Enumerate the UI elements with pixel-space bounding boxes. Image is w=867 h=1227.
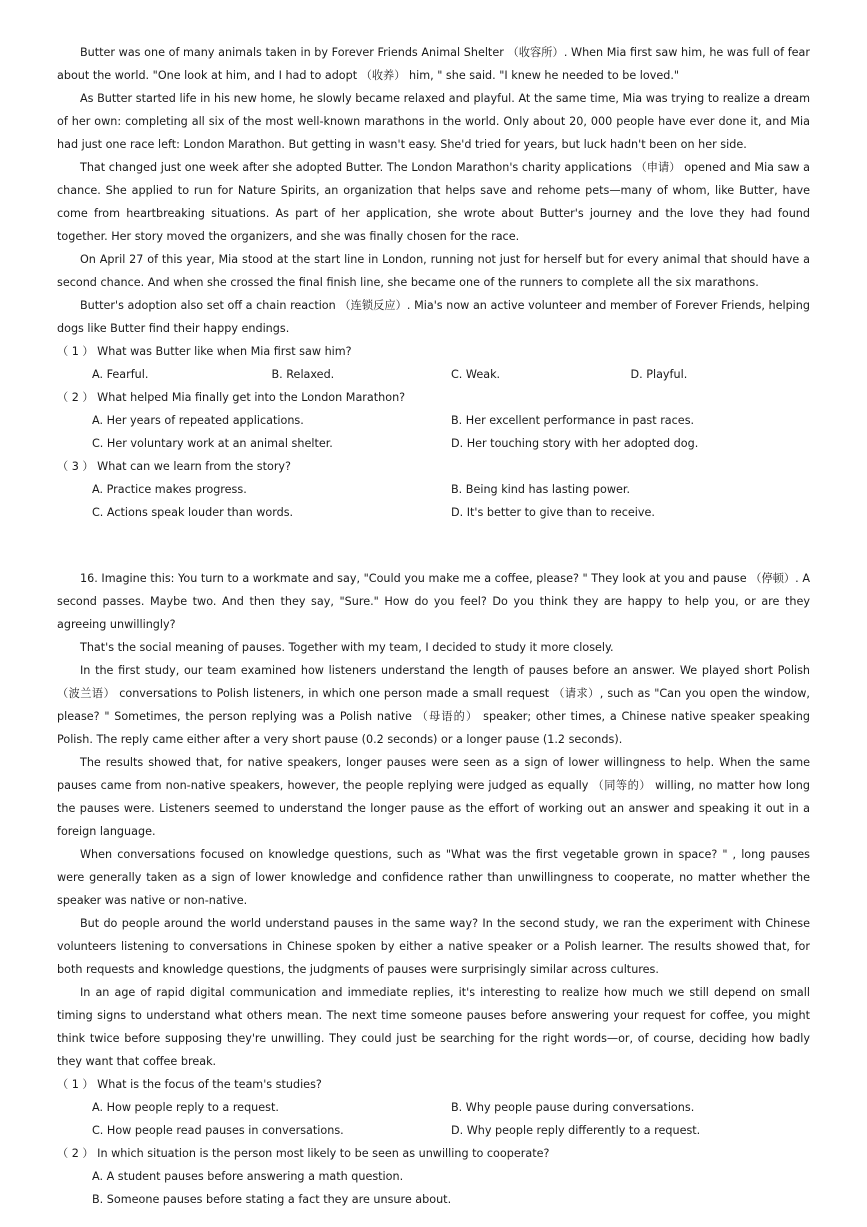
answer-options [92, 409, 810, 432]
answer-option: A. Her years of repeated applications. [92, 414, 304, 427]
answer-option: C. How people read pauses in conversations. [92, 1124, 344, 1137]
answer-options [92, 501, 810, 524]
answer-options [92, 1119, 810, 1142]
answer-option: A. Fearful. [92, 368, 149, 381]
answer-options [92, 432, 810, 455]
passage-paragraph: 16. Imagine this: You turn to a workmate and say, "Could you make me a coffee, please? " They look at you and pause （停顿）. A second passes. Maybe two. And then they say, "Sure." How do you feel? Do you think they are happy to help you, or are they agreeing unwillingly? [57, 572, 810, 631]
answer-option: C. Her voluntary work at an animal shelter. [92, 437, 333, 450]
passage-paragraph: Butter was one of many animals taken in by Forever Friends Animal Shelter （收容所）. When Mia first saw him, he was full of fear about the world. "One look at him, and I had to adopt （收养） him, " she said. "I knew he needed to be loved." [57, 46, 810, 82]
answer-option: A. How people reply to a request. [92, 1101, 279, 1114]
section-gap [57, 524, 810, 567]
answer-option: B. Being kind has lasting power. [451, 483, 631, 496]
answer-option: A. A student pauses before answering a math question. [92, 1170, 404, 1183]
answer-option: B. Why people pause during conversations. [451, 1101, 695, 1114]
answer-option: C. Weak. [451, 368, 501, 381]
answer-option: D. It's better to give than to receive. [451, 506, 655, 519]
answer-option: C. Actions speak louder than words. [92, 506, 294, 519]
answer-option: B. Someone pauses before stating a fact they are unsure about. [92, 1193, 452, 1206]
passage-paragraph: As Butter started life in his new home, he slowly became relaxed and playful. At the same time, Mia was trying to realize a dream of her own: completing all six of the most well-known marathons in the world. Only about 20, 000 people have ever done it, and Mia had just one race left: London Marathon. But getting in wasn't easy. She'd tried for years, but luck hadn't been on her side. [57, 92, 810, 151]
passage-paragraph: In an age of rapid digital communication and immediate replies, it's interesting to realize how much we still depend on small timing signs to understand what others mean. The next time someone pauses before answering your request for coffee, you might think twice before supposing they're unwilling. They could just be searching for the right words—or, of course, deciding how badly they want that coffee break. [57, 986, 810, 1068]
document-content [57, 41, 810, 1211]
passage-paragraph: In the first study, our team examined how listeners understand the length of pauses before an answer. We played short Polish （波兰语） conversations to Polish listeners, in which one person made a small request （请求）, such as "Can you open the window, please? " Sometimes, the person replying was a Polish native （母语的） speaker; other times, a Chinese native speaker speaking Polish. The reply came either after a very short pause (0.2 seconds) or a longer pause (1.2 seconds). [57, 664, 810, 746]
answer-options [92, 478, 810, 501]
answer-options [92, 1096, 810, 1119]
question-stem: （ 3 ） What can we learn from the story? [57, 460, 291, 473]
answer-options [92, 363, 810, 386]
passage-paragraph: On April 27 of this year, Mia stood at the start line in London, running not just for herself but for every animal that should have a second chance. And when she crossed the final finish line, she became one of the runners to complete all the six marathons. [57, 253, 810, 289]
passage-paragraph: But do people around the world understand pauses in the same way? In the second study, we ran the experiment with Chinese volunteers listening to conversations in Chinese spoken by either a native speaker or a Polish learner. The results showed that, for both requests and knowledge questions, the judgments of pauses were surprisingly similar across cultures. [57, 917, 810, 976]
question-stem: （ 1 ） What was Butter like when Mia first saw him? [57, 345, 352, 358]
answer-option: B. Relaxed. [271, 368, 335, 381]
passage-paragraph: That changed just one week after she adopted Butter. The London Marathon's charity applications （申请） opened and Mia saw a chance. She applied to run for Nature Spirits, an organization that helps save and rehome pets—many of whom, like Butter, have come from heartbreaking situations. As part of her application, she wrote about Butter's journey and the love they had found together. Her story moved the organizers, and she was finally chosen for the race. [57, 161, 810, 243]
answer-option: D. Her touching story with her adopted dog. [451, 437, 699, 450]
question-stem: （ 2 ） What helped Mia finally get into the London Marathon? [57, 391, 406, 404]
passage-paragraph: When conversations focused on knowledge questions, such as "What was the first vegetable grown in space? " , long pauses were generally taken as a sign of lower knowledge and confidence rather than unwillingness to cooperate, no matter whether the speaker was native or non-native. [57, 848, 810, 907]
question-stem: （ 2 ） In which situation is the person most likely to be seen as unwilling to cooperate? [57, 1147, 550, 1160]
question-stem: （ 1 ） What is the focus of the team's studies? [57, 1078, 322, 1091]
passage-paragraph: Butter's adoption also set off a chain reaction （连锁反应）. Mia's now an active volunteer and member of Forever Friends, helping dogs like Butter find their happy endings. [57, 299, 810, 335]
answer-option: D. Playful. [630, 368, 688, 381]
passage-paragraph: That's the social meaning of pauses. Together with my team, I decided to study it more closely. [80, 641, 614, 654]
answer-option: D. Why people reply differently to a request. [451, 1124, 701, 1137]
answer-option: A. Practice makes progress. [92, 483, 247, 496]
passage-paragraph: The results showed that, for native speakers, longer pauses were seen as a sign of lower willingness to help. When the same pauses came from non-native speakers, however, the people replying were judged as equally （同等的） willing, no matter how long the pauses were. Listeners seemed to understand the longer pause as the effort of working out an answer and speaking it out in a foreign language. [57, 756, 810, 838]
answer-option: B. Her excellent performance in past races. [451, 414, 695, 427]
